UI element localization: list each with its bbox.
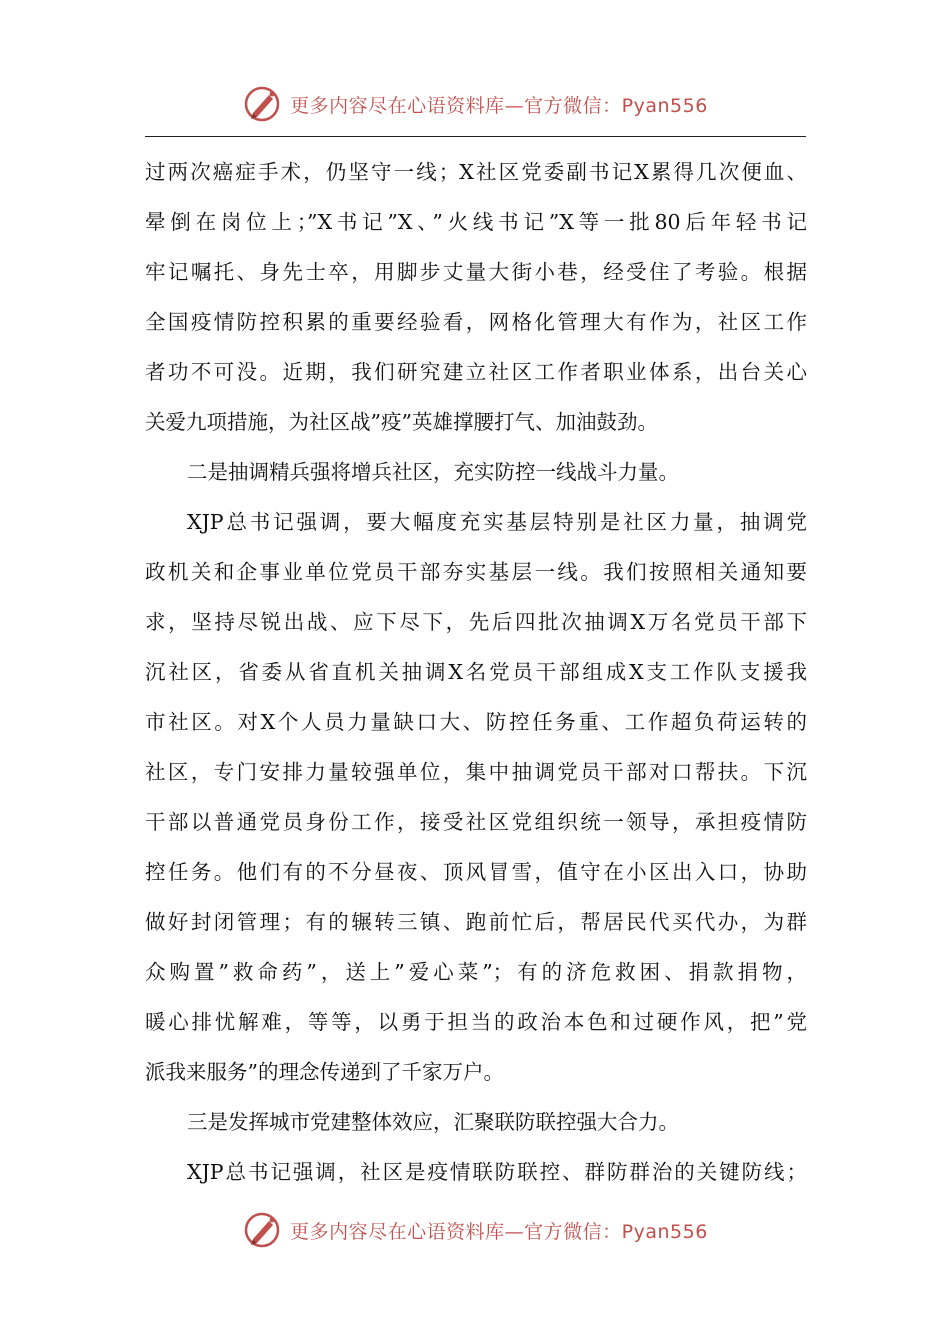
body-text-line: 求，坚持尽锐出战、应下尽下，先后四批次抽调X万名党员干部下: [145, 610, 807, 634]
body-text-line: 政机关和企事业单位党员干部夯实基层一线。我们按照相关通知要: [145, 560, 807, 584]
body-text-line: 二是抽调精兵强将增兵社区，充实防控一线战斗力量。: [187, 460, 679, 484]
body-text-line: 三是发挥城市党建整体效应，汇聚联防联控强大合力。: [187, 1110, 679, 1134]
document-body: [145, 147, 807, 1197]
body-text-line: 关爱九项措施，为社区战”疫”英雄撑腰打气、加油鼓劲。: [145, 410, 658, 434]
body-text-line: 全国疫情防控积累的重要经验看，网格化管理大有作为，社区工作: [145, 310, 807, 334]
body-text-line: 沉社区，省委从省直机关抽调X名党员干部组成X支工作队支援我: [145, 660, 807, 684]
body-text-line: 派我来服务”的理念传递到了千家万户。: [145, 1060, 504, 1084]
body-text-line: 牢记嘱托、身先士卒，用脚步丈量大街小巷，经受住了考验。根据: [145, 260, 807, 284]
body-text-line: 干部以普通党员身份工作，接受社区党组织统一领导，承担疫情防: [145, 810, 807, 834]
body-text-line: 过两次癌症手术，仍坚守一线；X社区党委副书记X累得几次便血、: [145, 160, 807, 184]
body-text-line: 控任务。他们有的不分昼夜、顶风冒雪，值守在小区出入口，协助: [145, 860, 807, 884]
body-text-line: 社区，专门安排力量较强单位，集中抽调党员干部对口帮扶。下沉: [145, 760, 807, 784]
pen-logo-icon: [242, 1210, 282, 1250]
header-banner: [0, 82, 950, 126]
header-banner-text: 更多内容尽在心语资料库—官方微信：Pyan556: [290, 94, 708, 117]
footer-banner: [0, 1208, 950, 1252]
body-text-line: 晕倒在岗位上；”X书记”X、”火线书记”X等一批80后年轻书记: [145, 210, 807, 234]
body-text-line: 众购置”救命药”，送上”爱心菜”；有的济危救困、捐款捐物，: [145, 960, 807, 984]
body-text-line: XJP总书记强调，要大幅度充实基层特别是社区力量，抽调党: [187, 510, 807, 534]
body-text-line: XJP总书记强调，社区是疫情联防联控、群防群治的关键防线；: [187, 1160, 807, 1184]
body-text-line: 者功不可没。近期，我们研究建立社区工作者职业体系，出台关心: [145, 360, 807, 384]
body-text-line: 市社区。对X个人员力量缺口大、防控任务重、工作超负荷运转的: [145, 710, 807, 734]
pen-logo-icon: [242, 84, 282, 124]
body-text-line: 做好封闭管理；有的辗转三镇、跑前忙后，帮居民代买代办，为群: [145, 910, 807, 934]
body-text-line: 暖心排忧解难，等等，以勇于担当的政治本色和过硬作风，把”党: [145, 1010, 807, 1034]
footer-banner-text: 更多内容尽在心语资料库—官方微信：Pyan556: [290, 1220, 708, 1243]
header-divider: [145, 136, 806, 137]
